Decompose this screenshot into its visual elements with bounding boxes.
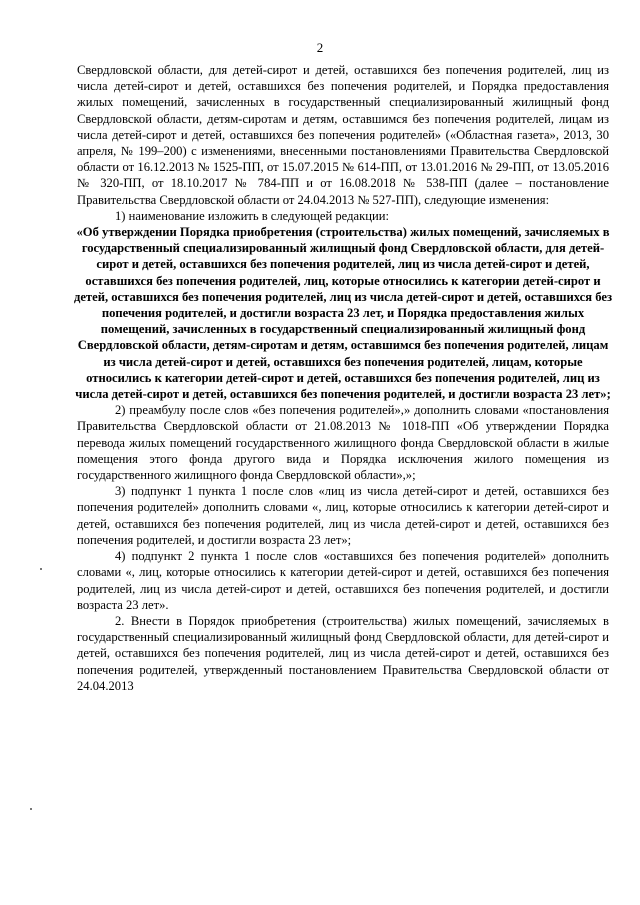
paragraph-item-3: 3) подпункт 1 пункта 1 после слов «лиц из числа детей-сирот и детей, оставшихся без попечения родителей» дополнить словами «, лиц, которые относились к категории детей-сирот и детей, оставшихся без попечения родителей, лиц из числа детей-сирот и детей, оставшихся без попечения родителей, и достигли возраста 23 лет»;: [77, 484, 609, 547]
page-number: 2: [316, 40, 324, 55]
paragraph-item-4: 4) подпункт 2 пункта 1 после слов «оставшихся без попечения родителей» дополнить словами «, лиц, которые относились к категории детей-сирот и детей, оставшихся без попечения родителей, лиц из числа детей-сирот и детей, оставшихся без попечения родителей, и достигли возраста 23 лет».: [77, 549, 609, 612]
scan-speck: [30, 808, 32, 810]
scan-speck: [40, 568, 42, 570]
document-body: [73, 62, 613, 694]
paragraph-continuation: Свердловской области, для детей-сирот и детей, оставшихся без попечения родителей, лиц из числа детей-сирот и детей, оставшихся без попечения родителей, и Порядка предоставления жилых помещений, зачисленных в государственный специализированный жилищный фонд Свердловской области, детям-сиротам и детям, оставшимся без попечения родителей, лицам из числа детей-сирот и детей, оставшихся без попечения родителей» («Областная газета», 2013, 30 апреля, № 199–200) с изменениями, внесенными постановлениями Правительства Свердловской области от 16.12.2013 № 1525-ПП, от 15.07.2015 № 614-ПП, от 13.01.2016 № 29-ПП, от 13.05.2016 № 320-ПП, от 18.10.2017 № 784-ПП и от 16.08.2018 № 538-ПП (далее – постановление Правительства Свердловской области от 24.04.2013 № 527-ПП), следующие изменения:: [77, 63, 609, 207]
paragraph-section-2: 2. Внести в Порядок приобретения (строительства) жилых помещений, зачисляемых в государственный специализированный жилищный фонд Свердловской области, для детей-сирот и детей, оставшихся без попечения родителей, лиц из числа детей-сирот и детей, оставшихся без попечения родителей, утвержденный постановлением Правительства Свердловской области от 24.04.2013: [77, 613, 609, 693]
paragraph-item-2: 2) преамбулу после слов «без попечения родителей»,» дополнить словами «постановления Правительства Свердловской области от 21.08.2013 № 1018-ПП «Об утверждении Порядка перевода жилых помещений государственного жилищного фонда Свердловской области в жилые помещения этого фонда другого вида и Порядка исключения жилого помещения из государственного жилищного фонда Свердловской области»,»;: [77, 403, 609, 483]
paragraph-item-1: 1) наименование изложить в следующей редакции:: [115, 208, 389, 223]
new-title-text: «Об утверждении Порядка приобретения (строительства) жилых помещений, зачисляемых в государственный специализированный жилищный фонд Свердловской области, для детей-сирот и детей, оставшихся без попечения родителей, лиц из числа детей-сирот и детей, оставшихся без попечения родителей, лиц, которые относились к категории детей-сирот и детей, оставшихся без попечения родителей, лиц из числа детей-сирот и детей, оставшихся без попечения родителей, и достигли возраста 23 лет, и Порядка предоставления жилых помещений, зачисленных в государственный специализированный жилищный фонд Свердловской области, детям-сиротам и детям, оставшимся без попечения родителей, лицам из числа детей-сирот и детей, оставшихся без попечения родителей, лицам, которые относились к категории детей-сирот и детей, оставшихся без попечения родителей, лиц из числа детей-сирот и детей, оставшихся без попечения родителей, и достигли возраста 23 лет»;: [73, 225, 613, 402]
